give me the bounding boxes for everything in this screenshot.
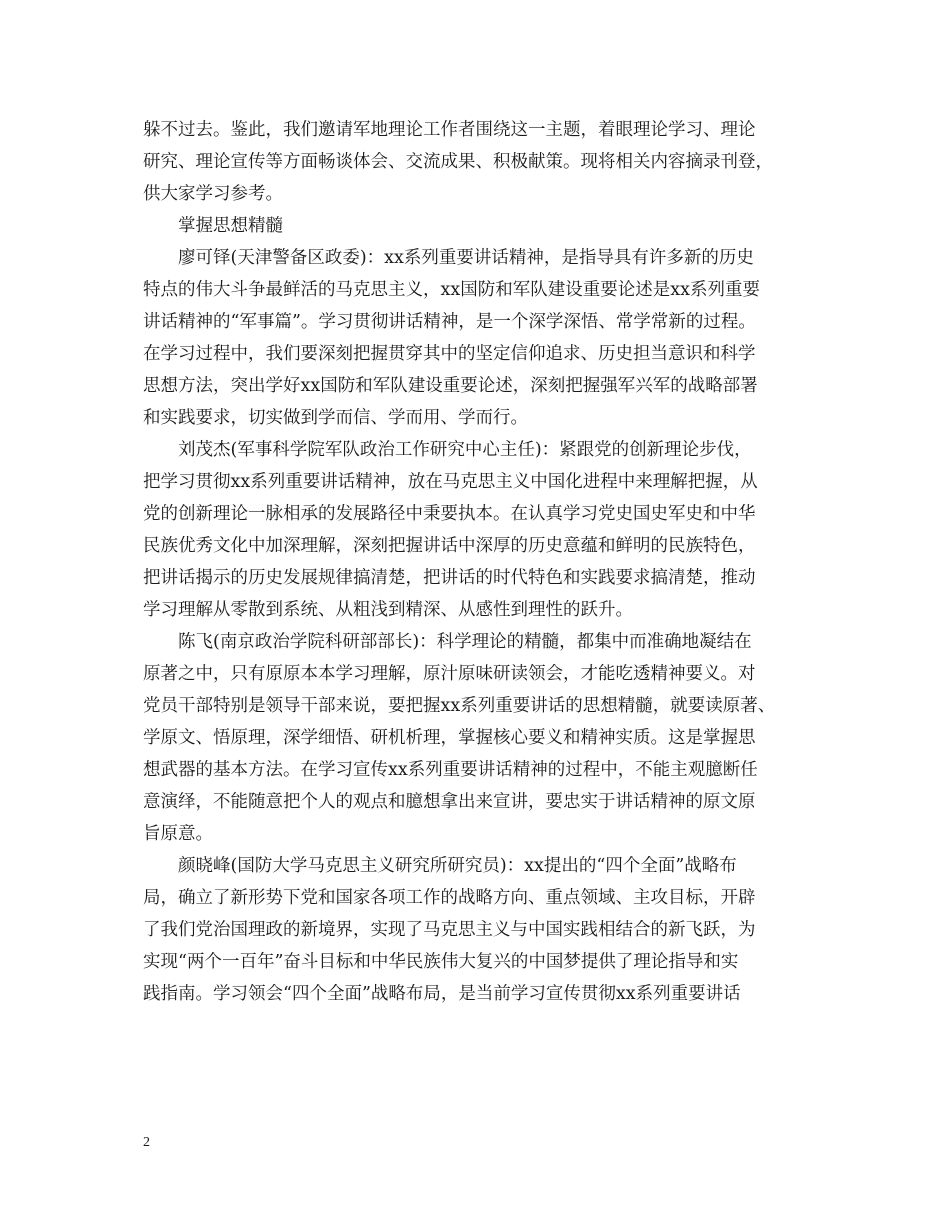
text-line: 廖可铎(天津警备区政委)：xx系列重要讲话精神，是指导具有许多新的历史 — [178, 248, 754, 268]
text-line: 研究、理论宣传等方面畅谈体会、交流成果、积极献策。现将相关内容摘录刊登， — [143, 152, 773, 172]
text-line: 特点的伟大斗争最鲜活的马克思主义，xx国防和军队建设重要论述是xx系列重要 — [143, 280, 760, 300]
text-line: 民族优秀文化中加深理解，深刻把握讲话中深厚的历史意蕴和鲜明的民族特色， — [143, 536, 756, 556]
text-line: 学原文、悟原理，深学细悟、研机析理，掌握核心要义和精神实质。这是掌握思 — [143, 728, 756, 748]
text-line: 意演绎，不能随意把个人的观点和臆想拿出来宣讲，要忠实于讲话精神的原文原 — [143, 792, 756, 812]
document-body — [143, 114, 813, 1010]
text-line: 了我们党治国理政的新境界，实现了马克思主义与中国实践相结合的新飞跃，为 — [143, 920, 756, 940]
text-line: 学习理解从零散到系统、从粗浅到精深、从感性到理性的跃升。 — [143, 600, 633, 620]
text-line: 党员干部特别是领导干部来说，要把握xx系列重要讲话的思想精髓，就要读原著、 — [143, 696, 776, 716]
page-number: 2 — [143, 1135, 150, 1150]
text-line: 把讲话揭示的历史发展规律搞清楚，把讲话的时代特色和实践要求搞清楚，推动 — [143, 568, 756, 588]
text-line: 旨原意。 — [143, 824, 213, 844]
text-line: 躲不过去。鉴此，我们邀请军地理论工作者围绕这一主题，着眼理论学习、理论 — [143, 120, 756, 140]
section-heading: 掌握思想精髓 — [178, 216, 283, 236]
text-line: 供大家学习参考。 — [143, 184, 283, 204]
text-line: 颜晓峰(国防大学马克思主义研究所研究员)：xx提出的“四个全面”战略布 — [178, 856, 737, 876]
text-line: 践指南。学习领会“四个全面”战略布局，是当前学习宣传贯彻xx系列重要讲话 — [143, 984, 741, 1004]
text-line: 把学习贯彻xx系列重要讲话精神，放在马克思主义中国化进程中来理解把握，从 — [143, 472, 758, 492]
text-line: 实现“两个一百年”奋斗目标和中华民族伟大复兴的中国梦提供了理论指导和实 — [143, 952, 739, 972]
text-line: 思想方法，突出学好xx国防和军队建设重要论述，深刻把握强军兴军的战略部署 — [143, 376, 758, 396]
text-line: 局，确立了新形势下党和国家各项工作的战略方向、重点领域、主攻目标，开辟 — [143, 888, 756, 908]
text-line: 讲话精神的“军事篇”。学习贯彻讲话精神，是一个深学深悟、常学常新的过程。 — [143, 312, 756, 332]
text-line: 和实践要求，切实做到学而信、学而用、学而行。 — [143, 408, 528, 428]
text-line: 刘茂杰(军事科学院军队政治工作研究中心主任)：紧跟党的创新理论步伐， — [178, 440, 752, 460]
text-line: 党的创新理论一脉相承的发展路径中秉要执本。在认真学习党史国史军史和中华 — [143, 504, 756, 524]
text-line: 陈飞(南京政治学院科研部部长)：科学理论的精髓，都集中而准确地凝结在 — [178, 632, 752, 652]
text-line: 原著之中，只有原原本本学习理解，原汁原味研读领会，才能吃透精神要义。对 — [143, 664, 756, 684]
text-line: 在学习过程中，我们要深刻把握贯穿其中的坚定信仰追求、历史担当意识和科学 — [143, 344, 756, 364]
text-line: 想武器的基本方法。在学习宣传xx系列重要讲话精神的过程中，不能主观臆断任 — [143, 760, 758, 780]
